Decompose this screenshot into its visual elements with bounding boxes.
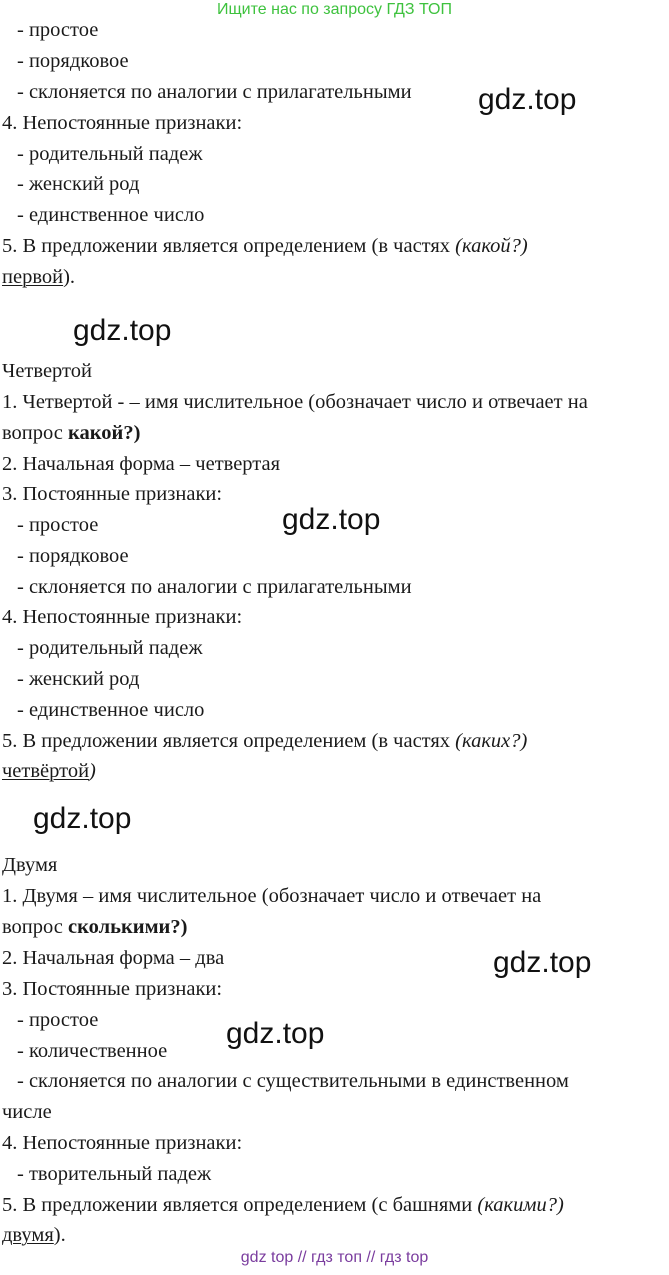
text-line: 2. Начальная форма – четвертая [2,453,281,475]
text-line: 4. Непостоянные признаки: [2,1132,243,1154]
text-line: вопрос какой?) [2,422,141,444]
search-banner[interactable]: Ищите нас по запросу ГДЗ ТОП [217,1,452,18]
text-line: - родительный падеж [17,143,203,165]
text-line: - простое [17,1009,99,1031]
text-line: 5. В предложении является определением (в частях (каких?) [2,730,528,752]
text-line: - склоняется по аналогии с прилагательными [17,81,412,103]
text-line: 5. В предложении является определением (в частях (какой?) [2,235,528,257]
text-line: - склоняется по аналогии с существительными в единственном [17,1070,569,1092]
text-line: 2. Начальная форма – два [2,947,225,969]
text-line: - порядковое [17,545,129,567]
watermark: gdz.top [493,946,592,979]
text-line: 4. Непостоянные признаки: [2,606,243,628]
watermark: gdz.top [226,1017,325,1050]
watermark: gdz.top [33,802,132,835]
watermark: gdz.top [282,503,381,536]
text-line: - единственное число [17,699,205,721]
section-title: Четвертой [2,360,92,382]
text-line: 3. Постоянные признаки: [2,483,223,505]
text-line: - родительный падеж [17,637,203,659]
text-line: четвёртой) [2,760,96,782]
text-line: - творительный падеж [17,1163,212,1185]
text-line: вопрос сколькими?) [2,916,188,938]
section-title: Двумя [2,854,58,876]
text-line: 3. Постоянные признаки: [2,978,223,1000]
text-line: - женский род [17,668,140,690]
text-line: 4. Непостоянные признаки: [2,112,243,134]
text-line: 1. Двумя – имя числительное (обозначает число и отвечает на [2,885,542,907]
text-line: 1. Четвертой - – имя числительное (обозначает число и отвечает на [2,391,588,413]
text-line: двумя). [2,1224,66,1246]
text-line: - порядковое [17,50,129,72]
text-line: - единственное число [17,204,205,226]
text-line: первой). [2,266,76,288]
text-line: - склоняется по аналогии с прилагательными [17,576,412,598]
watermark: gdz.top [478,83,577,116]
footer-links[interactable]: gdz top // гдз топ // гдз top [240,1249,429,1266]
watermark: gdz.top [73,314,172,347]
text-line: - простое [17,19,99,41]
text-line: - количественное [17,1040,168,1062]
text-line: - простое [17,514,99,536]
text-line: 5. В предложении является определением (с башнями (какими?) [2,1194,564,1216]
text-line: - женский род [17,173,140,195]
text-line: числе [2,1101,52,1123]
